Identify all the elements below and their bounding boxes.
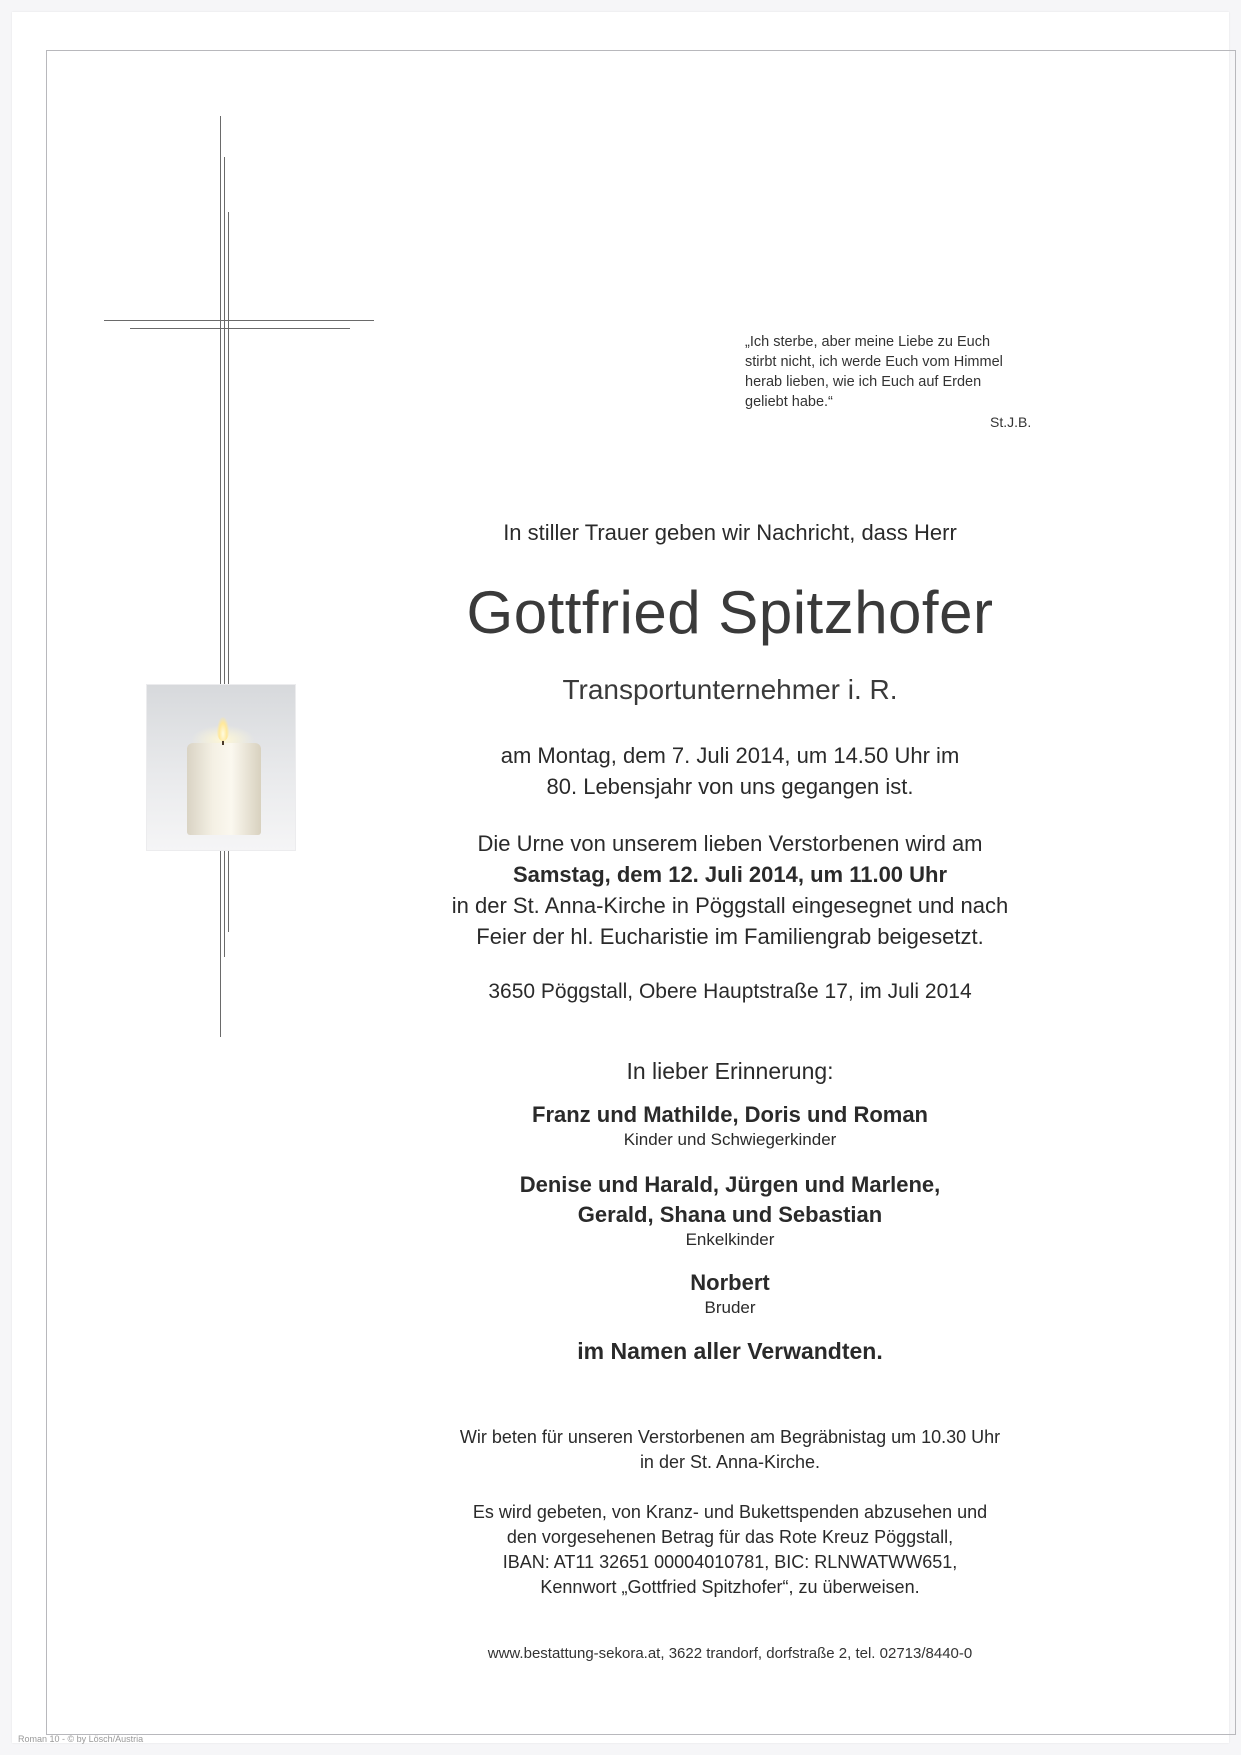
urn-notice [300, 828, 1160, 952]
prayer-line: in der St. Anna-Kirche. [639, 1452, 821, 1472]
family-group [300, 1268, 1160, 1318]
quote-line: geliebt habe.“ [745, 394, 833, 410]
closing-line: im Namen aller Verwandten. [577, 1338, 883, 1364]
place-date: 3650 Pöggstall, Obere Hauptstraße 17, im Juli 2014 [488, 980, 972, 1003]
family-group [300, 1170, 1160, 1250]
quote-line: „Ich sterbe, aber meine Liebe zu Euch [745, 334, 991, 350]
quote [745, 332, 1045, 412]
footer-contact: www.bestattung-sekora.at, 3622 trandorf, dorfstraße 2, tel. 02713/8440-0 [487, 1645, 973, 1662]
death-line: 80. Lebensjahr von uns gegangen ist. [546, 774, 914, 799]
urn-line: Die Urne von unserem lieben Verstorbenen wird am [477, 831, 983, 856]
death-line: am Montag, dem 7. Juli 2014, um 14.50 Uhr im [500, 743, 960, 768]
prayer-line: Wir beten für unseren Verstorbenen am Begräbnistag um 10.30 Uhr [459, 1427, 1001, 1447]
occupation: Transportunternehmer i. R. [562, 674, 898, 705]
quote-line: herab lieben, wie ich Euch auf Erden [745, 374, 982, 390]
family-relation: Kinder und Schwiegerkinder [623, 1130, 837, 1149]
ceremony-date: Samstag, dem 12. Juli 2014, um 11.00 Uhr [512, 862, 948, 887]
donation-line: den vorgesehenen Betrag für das Rote Kreuz Pöggstall, [506, 1527, 954, 1547]
family-names: Norbert [690, 1270, 770, 1295]
donation-line: IBAN: AT11 32651 00004010781, BIC: RLNWATWW651, [502, 1552, 958, 1572]
prayer-notice [300, 1425, 1160, 1475]
candle-image [146, 684, 296, 851]
family-names: Franz und Mathilde, Doris und Roman [532, 1102, 928, 1127]
corner-note: Roman 10 - © by Lösch/Austria [18, 1734, 144, 1744]
quote-line: stirbt nicht, ich werde Euch vom Himmel [745, 354, 1003, 370]
urn-line: Feier der hl. Eucharistie im Familiengrab beigesetzt. [476, 924, 984, 949]
deceased-name: Gottfried Spitzhofer [466, 579, 994, 646]
family-names: Gerald, Shana und Sebastian [577, 1202, 883, 1227]
memory-heading: In lieber Erinnerung: [626, 1058, 834, 1084]
donation-line: Es wird gebeten, von Kranz- und Bukettspenden abzusehen und [472, 1502, 988, 1522]
quote-author: St.J.B. [990, 414, 1032, 430]
donation-notice [300, 1500, 1160, 1600]
donation-line: Kennwort „Gottfried Spitzhofer“, zu überweisen. [540, 1577, 920, 1597]
intro-text: In stiller Trauer geben wir Nachricht, dass Herr [503, 520, 957, 545]
family-group [300, 1100, 1160, 1150]
death-notice [300, 740, 1160, 802]
family-names: Denise und Harald, Jürgen und Marlene, [519, 1172, 941, 1197]
urn-line: in der St. Anna-Kirche in Pöggstall eingesegnet und nach [451, 893, 1009, 918]
family-relation: Enkelkinder [685, 1230, 775, 1249]
family-relation: Bruder [704, 1298, 756, 1317]
